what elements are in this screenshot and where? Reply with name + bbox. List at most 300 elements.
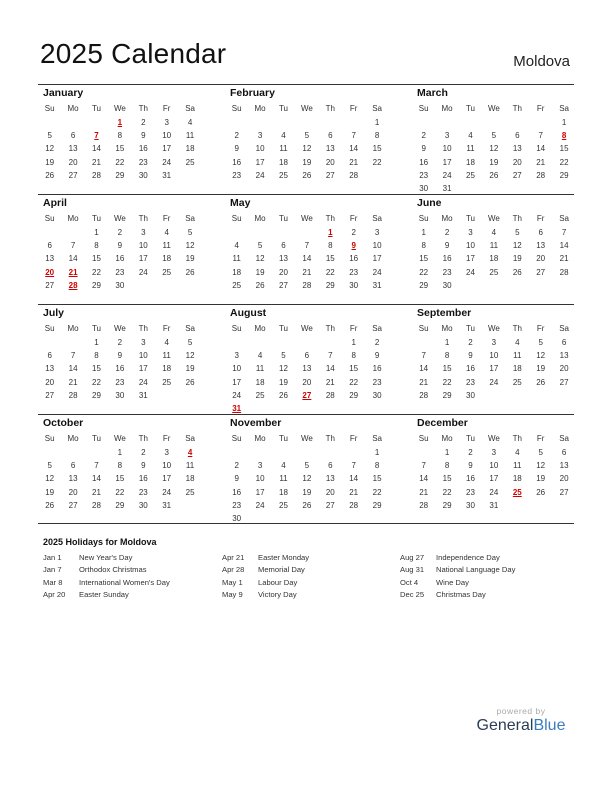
holiday-day-cell: 4 bbox=[187, 448, 193, 457]
day-cell: 28 bbox=[419, 390, 429, 400]
day-cell: 13 bbox=[68, 144, 78, 154]
weekday-header: Mo bbox=[67, 434, 79, 443]
day-cell: 24 bbox=[162, 487, 172, 497]
day-cell: 4 bbox=[187, 118, 193, 127]
day-cell: 31 bbox=[489, 500, 499, 510]
weekday-header: We bbox=[487, 324, 500, 333]
weekday-header: Sa bbox=[372, 324, 382, 333]
weekday-header: Sa bbox=[372, 434, 382, 443]
weekday-header: Sa bbox=[185, 434, 195, 443]
holiday-day-cell: 25 bbox=[512, 487, 522, 497]
day-cell: 5 bbox=[491, 131, 497, 141]
day-cell: 17 bbox=[232, 377, 242, 387]
weekday-header: Tu bbox=[91, 434, 102, 443]
day-cell: 21 bbox=[349, 157, 359, 167]
day-cell: 2 bbox=[234, 131, 239, 141]
holiday-date: May 1 bbox=[222, 577, 243, 587]
day-cell: 6 bbox=[70, 461, 76, 471]
day-cell: 21 bbox=[349, 487, 359, 497]
day-cell: 13 bbox=[559, 461, 569, 471]
day-cell: 16 bbox=[349, 254, 359, 264]
weekday-header: Su bbox=[44, 324, 55, 333]
day-cell: 12 bbox=[45, 144, 55, 154]
day-cell: 26 bbox=[45, 500, 55, 510]
day-cell: 5 bbox=[47, 461, 52, 471]
holiday-name: Orthodox Christmas bbox=[79, 565, 147, 575]
day-cell: 31 bbox=[442, 184, 452, 193]
day-cell: 18 bbox=[489, 254, 499, 264]
weekday-header: Sa bbox=[185, 324, 195, 333]
day-cell: 14 bbox=[325, 364, 335, 374]
day-cell: 6 bbox=[328, 461, 333, 471]
weekday-header: We bbox=[300, 104, 313, 113]
day-cell: 6 bbox=[281, 241, 286, 251]
day-cell: 20 bbox=[536, 254, 546, 264]
day-cell: 3 bbox=[491, 338, 497, 347]
day-cell: 7 bbox=[351, 131, 356, 141]
holiday-name: Christmas Day bbox=[436, 590, 486, 600]
day-cell: 5 bbox=[187, 228, 193, 237]
day-cell: 20 bbox=[325, 487, 335, 497]
weekday-header: Th bbox=[138, 214, 148, 223]
weekday-header: Th bbox=[325, 214, 335, 223]
day-cell: 5 bbox=[538, 338, 543, 347]
day-cell: 23 bbox=[232, 500, 242, 510]
holiday-name: National Language Day bbox=[436, 565, 516, 575]
weekday-header: Mo bbox=[67, 324, 79, 333]
month-name: August bbox=[230, 307, 267, 319]
day-cell: 25 bbox=[279, 500, 288, 510]
holiday-day-cell: 1 bbox=[328, 228, 333, 237]
weekday-header: Fr bbox=[349, 104, 358, 113]
day-cell: 19 bbox=[255, 267, 265, 277]
weekday-header: Su bbox=[418, 104, 429, 113]
day-cell: 14 bbox=[302, 254, 312, 264]
holiday-day-cell: 31 bbox=[232, 404, 242, 413]
day-cell: 22 bbox=[92, 267, 101, 277]
weekday-header: Th bbox=[325, 104, 335, 113]
day-cell: 27 bbox=[512, 170, 522, 180]
day-cell: 5 bbox=[257, 241, 263, 251]
day-cell: 4 bbox=[164, 338, 169, 347]
weekday-header: Th bbox=[325, 324, 335, 333]
weekday-header: Su bbox=[418, 324, 429, 333]
day-cell: 15 bbox=[419, 254, 429, 264]
day-cell: 7 bbox=[561, 228, 567, 237]
day-cell: 7 bbox=[70, 351, 76, 361]
weekday-header: Su bbox=[44, 104, 55, 113]
day-cell: 7 bbox=[421, 461, 426, 471]
day-cell: 12 bbox=[185, 351, 195, 361]
day-cell: 13 bbox=[536, 241, 546, 251]
day-cell: 1 bbox=[94, 228, 99, 237]
day-cell: 1 bbox=[351, 338, 356, 347]
band-divider bbox=[38, 414, 574, 415]
day-cell: 24 bbox=[255, 170, 265, 180]
day-cell: 28 bbox=[68, 390, 78, 400]
day-cell: 12 bbox=[512, 241, 522, 251]
day-cell: 25 bbox=[489, 267, 499, 277]
day-cell: 19 bbox=[302, 157, 312, 167]
day-cell: 23 bbox=[232, 170, 242, 180]
day-cell: 25 bbox=[279, 170, 288, 180]
holiday-name: New Year's Day bbox=[79, 553, 133, 562]
holiday-day-cell: 1 bbox=[117, 118, 123, 127]
holiday-day-cell: 7 bbox=[94, 131, 99, 141]
day-cell: 21 bbox=[302, 267, 312, 277]
page-title: 2025 Calendar bbox=[40, 38, 227, 69]
day-cell: 30 bbox=[442, 280, 452, 290]
day-cell: 8 bbox=[444, 461, 450, 471]
day-cell: 18 bbox=[512, 364, 522, 374]
day-cell: 25 bbox=[185, 157, 195, 167]
day-cell: 28 bbox=[349, 500, 359, 510]
day-cell: 27 bbox=[559, 377, 569, 387]
day-cell: 8 bbox=[94, 241, 99, 251]
holiday-day-cell: 27 bbox=[302, 390, 312, 400]
weekday-header: Su bbox=[418, 434, 429, 443]
day-cell: 1 bbox=[94, 338, 99, 347]
day-cell: 25 bbox=[162, 377, 172, 387]
day-cell: 17 bbox=[489, 474, 499, 484]
weekday-header: Su bbox=[44, 434, 55, 443]
day-cell: 18 bbox=[185, 144, 195, 154]
day-cell: 8 bbox=[94, 351, 99, 361]
weekday-header: Su bbox=[44, 214, 55, 223]
day-cell: 12 bbox=[279, 364, 288, 374]
day-cell: 27 bbox=[68, 170, 78, 180]
day-cell: 23 bbox=[349, 267, 359, 277]
holiday-date: May 9 bbox=[222, 590, 243, 600]
weekday-header: Th bbox=[512, 104, 522, 113]
day-cell: 1 bbox=[374, 448, 380, 457]
holidays-title: 2025 Holidays for Moldova bbox=[43, 537, 157, 547]
day-cell: 26 bbox=[512, 267, 522, 277]
day-cell: 9 bbox=[141, 131, 146, 141]
day-cell: 28 bbox=[325, 390, 335, 400]
day-cell: 28 bbox=[536, 170, 546, 180]
brand-logo bbox=[473, 706, 569, 735]
day-cell: 13 bbox=[302, 364, 312, 374]
weekday-header: Su bbox=[418, 214, 429, 223]
day-cell: 9 bbox=[468, 461, 473, 471]
day-cell: 22 bbox=[92, 377, 101, 387]
day-cell: 26 bbox=[45, 170, 55, 180]
day-cell: 29 bbox=[325, 280, 335, 290]
day-cell: 25 bbox=[232, 280, 242, 290]
day-cell: 23 bbox=[115, 267, 125, 277]
weekday-header: Mo bbox=[254, 324, 266, 333]
day-cell: 2 bbox=[117, 228, 123, 237]
day-cell: 5 bbox=[304, 461, 310, 471]
weekday-header: Tu bbox=[278, 434, 289, 443]
day-cell: 17 bbox=[138, 254, 148, 264]
day-cell: 6 bbox=[515, 131, 520, 141]
country-label: Moldova bbox=[513, 53, 570, 70]
day-cell: 28 bbox=[559, 267, 569, 277]
day-cell: 8 bbox=[117, 131, 123, 141]
day-cell: 24 bbox=[255, 500, 265, 510]
day-cell: 18 bbox=[255, 377, 265, 387]
day-cell: 11 bbox=[279, 474, 288, 484]
day-cell: 26 bbox=[302, 500, 312, 510]
weekday-header: We bbox=[487, 214, 500, 223]
day-cell: 16 bbox=[372, 364, 382, 374]
holiday-day-cell: 21 bbox=[68, 267, 78, 277]
day-cell: 31 bbox=[372, 280, 382, 290]
day-cell: 19 bbox=[536, 364, 546, 374]
day-cell: 13 bbox=[512, 144, 522, 154]
day-cell: 20 bbox=[45, 377, 55, 387]
holiday-day-cell: 9 bbox=[351, 241, 356, 251]
day-cell: 25 bbox=[185, 487, 195, 497]
day-cell: 24 bbox=[489, 377, 499, 387]
day-cell: 28 bbox=[302, 280, 312, 290]
day-cell: 16 bbox=[138, 474, 148, 484]
day-cell: 22 bbox=[559, 157, 569, 167]
day-cell: 31 bbox=[138, 390, 148, 400]
day-cell: 31 bbox=[162, 170, 172, 180]
day-cell: 27 bbox=[559, 487, 569, 497]
day-cell: 13 bbox=[45, 364, 55, 374]
band-divider bbox=[38, 304, 574, 305]
holiday-date: Jan 7 bbox=[43, 565, 62, 575]
day-cell: 24 bbox=[162, 157, 172, 167]
month-name: June bbox=[417, 197, 442, 209]
day-cell: 2 bbox=[444, 228, 450, 237]
holiday-name: Easter Sunday bbox=[79, 590, 129, 600]
day-cell: 11 bbox=[185, 461, 195, 471]
day-cell: 27 bbox=[279, 280, 288, 290]
day-cell: 27 bbox=[536, 267, 546, 277]
day-cell: 21 bbox=[419, 377, 429, 387]
day-cell: 9 bbox=[444, 241, 450, 251]
day-cell: 29 bbox=[349, 390, 359, 400]
day-cell: 13 bbox=[325, 474, 335, 484]
day-cell: 22 bbox=[325, 267, 335, 277]
day-cell: 3 bbox=[164, 448, 169, 457]
month-name: January bbox=[43, 87, 84, 99]
day-cell: 10 bbox=[162, 461, 172, 471]
weekday-header: Fr bbox=[536, 104, 545, 113]
weekday-header: We bbox=[300, 214, 313, 223]
holiday-date: Apr 21 bbox=[222, 553, 245, 562]
month-name: May bbox=[230, 197, 251, 209]
day-cell: 18 bbox=[162, 364, 172, 374]
day-cell: 21 bbox=[536, 157, 546, 167]
day-cell: 10 bbox=[138, 241, 148, 251]
day-cell: 7 bbox=[328, 351, 333, 361]
day-cell: 26 bbox=[185, 377, 195, 387]
day-cell: 28 bbox=[349, 170, 359, 180]
day-cell: 5 bbox=[515, 228, 520, 237]
weekday-header: Th bbox=[325, 434, 335, 443]
holiday-name: Wine Day bbox=[436, 577, 469, 587]
day-cell: 17 bbox=[162, 474, 172, 484]
day-cell: 14 bbox=[419, 474, 429, 484]
day-cell: 29 bbox=[92, 280, 101, 290]
day-cell: 7 bbox=[351, 461, 356, 471]
day-cell: 13 bbox=[279, 254, 288, 264]
day-cell: 22 bbox=[115, 487, 125, 497]
weekday-header: Sa bbox=[185, 214, 195, 223]
weekday-header: Mo bbox=[67, 214, 79, 223]
holiday-date: Oct 4 bbox=[400, 577, 419, 587]
day-cell: 12 bbox=[536, 351, 546, 361]
day-cell: 4 bbox=[257, 351, 263, 361]
day-cell: 24 bbox=[489, 487, 499, 497]
day-cell: 9 bbox=[421, 144, 426, 154]
day-cell: 30 bbox=[349, 280, 359, 290]
day-cell: 16 bbox=[466, 364, 475, 374]
day-cell: 23 bbox=[466, 377, 475, 387]
day-cell: 23 bbox=[138, 157, 148, 167]
month-name: October bbox=[43, 417, 84, 429]
day-cell: 11 bbox=[185, 131, 195, 141]
holiday-date: Aug 27 bbox=[400, 553, 425, 562]
day-cell: 9 bbox=[141, 461, 146, 471]
day-cell: 23 bbox=[466, 487, 475, 497]
day-cell: 5 bbox=[281, 351, 286, 361]
day-cell: 15 bbox=[442, 474, 452, 484]
day-cell: 13 bbox=[325, 144, 335, 154]
day-cell: 11 bbox=[162, 241, 171, 251]
day-cell: 17 bbox=[255, 157, 265, 167]
weekday-header: We bbox=[113, 324, 126, 333]
day-cell: 17 bbox=[466, 254, 475, 264]
weekday-header: Tu bbox=[91, 214, 102, 223]
weekday-header: Fr bbox=[162, 434, 171, 443]
weekday-header: Tu bbox=[465, 434, 476, 443]
weekday-header: Mo bbox=[441, 104, 453, 113]
day-cell: 3 bbox=[257, 461, 263, 471]
day-cell: 24 bbox=[232, 390, 242, 400]
day-cell: 3 bbox=[491, 448, 497, 457]
day-cell: 2 bbox=[141, 448, 146, 457]
day-cell: 11 bbox=[466, 144, 475, 154]
day-cell: 22 bbox=[419, 267, 429, 277]
day-cell: 28 bbox=[419, 500, 429, 510]
month-name: November bbox=[230, 417, 282, 429]
day-cell: 19 bbox=[185, 254, 195, 264]
day-cell: 29 bbox=[442, 500, 452, 510]
weekday-header: We bbox=[487, 434, 500, 443]
holiday-name: Easter Monday bbox=[258, 553, 310, 562]
day-cell: 11 bbox=[513, 351, 522, 361]
day-cell: 18 bbox=[466, 157, 475, 167]
day-cell: 22 bbox=[372, 157, 382, 167]
holiday-date: Apr 20 bbox=[43, 590, 66, 600]
day-cell: 15 bbox=[92, 364, 101, 374]
day-cell: 10 bbox=[138, 351, 148, 361]
day-cell: 20 bbox=[68, 157, 78, 167]
day-cell: 1 bbox=[444, 338, 450, 347]
day-cell: 26 bbox=[536, 487, 546, 497]
brand-name-part1: General bbox=[476, 717, 534, 734]
day-cell: 19 bbox=[489, 157, 499, 167]
holiday-date: Mar 8 bbox=[43, 577, 63, 587]
weekday-header: Tu bbox=[278, 214, 289, 223]
day-cell: 21 bbox=[92, 157, 101, 167]
weekday-header: Fr bbox=[349, 434, 358, 443]
holiday-name: International Women's Day bbox=[79, 577, 170, 587]
day-cell: 4 bbox=[281, 131, 286, 141]
day-cell: 18 bbox=[162, 254, 172, 264]
day-cell: 16 bbox=[115, 254, 125, 264]
day-cell: 20 bbox=[512, 157, 522, 167]
day-cell: 19 bbox=[512, 254, 522, 264]
weekday-header: Mo bbox=[67, 104, 79, 113]
day-cell: 2 bbox=[374, 338, 380, 347]
day-cell: 26 bbox=[255, 280, 265, 290]
day-cell: 8 bbox=[444, 351, 450, 361]
day-cell: 16 bbox=[232, 487, 242, 497]
day-cell: 12 bbox=[255, 254, 265, 264]
weekday-header: Sa bbox=[372, 104, 382, 113]
powered-by-text: powered by bbox=[496, 706, 546, 716]
day-cell: 10 bbox=[372, 241, 382, 251]
day-cell: 29 bbox=[559, 170, 569, 180]
day-cell: 17 bbox=[255, 487, 265, 497]
day-cell: 7 bbox=[538, 131, 543, 141]
day-cell: 30 bbox=[115, 280, 125, 290]
day-cell: 21 bbox=[92, 487, 101, 497]
day-cell: 7 bbox=[70, 241, 76, 251]
day-cell: 4 bbox=[468, 131, 473, 141]
day-cell: 7 bbox=[94, 461, 99, 471]
weekday-header: Th bbox=[512, 324, 522, 333]
day-cell: 30 bbox=[138, 170, 148, 180]
day-cell: 17 bbox=[372, 254, 382, 264]
day-cell: 21 bbox=[325, 377, 335, 387]
day-cell: 14 bbox=[349, 144, 359, 154]
day-cell: 8 bbox=[374, 461, 380, 471]
day-cell: 6 bbox=[70, 131, 76, 141]
day-cell: 10 bbox=[489, 461, 499, 471]
day-cell: 9 bbox=[234, 474, 239, 484]
day-cell: 8 bbox=[328, 241, 333, 251]
day-cell: 14 bbox=[559, 241, 569, 251]
day-cell: 27 bbox=[68, 500, 78, 510]
day-cell: 1 bbox=[421, 228, 426, 237]
weekday-header: We bbox=[113, 434, 126, 443]
day-cell: 11 bbox=[255, 364, 265, 374]
day-cell: 6 bbox=[328, 131, 333, 141]
weekday-header: Tu bbox=[465, 104, 476, 113]
day-cell: 13 bbox=[45, 254, 55, 264]
day-cell: 25 bbox=[512, 377, 522, 387]
day-cell: 20 bbox=[279, 267, 288, 277]
day-cell: 21 bbox=[559, 254, 569, 264]
day-cell: 12 bbox=[185, 241, 195, 251]
day-cell: 29 bbox=[419, 280, 429, 290]
month-name: September bbox=[417, 307, 472, 319]
day-cell: 15 bbox=[372, 144, 382, 154]
day-cell: 14 bbox=[419, 364, 429, 374]
day-cell: 5 bbox=[304, 131, 310, 141]
day-cell: 10 bbox=[255, 144, 265, 154]
weekday-header: Sa bbox=[559, 324, 569, 333]
month-name: April bbox=[43, 197, 67, 209]
day-cell: 23 bbox=[442, 267, 452, 277]
day-cell: 15 bbox=[349, 364, 359, 374]
day-cell: 30 bbox=[419, 184, 429, 193]
day-cell: 13 bbox=[559, 351, 569, 361]
weekday-header: Fr bbox=[162, 104, 171, 113]
day-cell: 10 bbox=[489, 351, 499, 361]
day-cell: 24 bbox=[372, 267, 382, 277]
day-cell: 21 bbox=[419, 487, 429, 497]
